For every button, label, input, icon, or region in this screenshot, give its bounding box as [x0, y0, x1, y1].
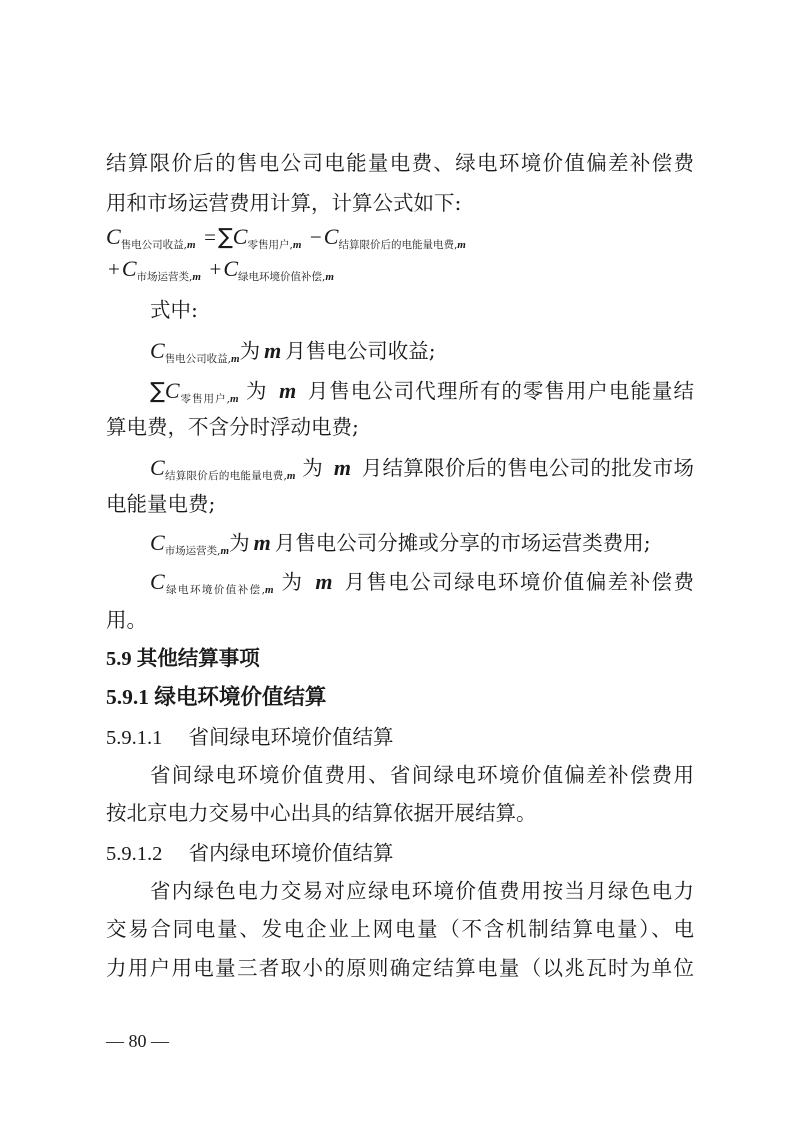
- formula-symbol: C: [150, 455, 165, 480]
- section-heading-5-9-1-1: [106, 724, 694, 751]
- section-heading-5-9-1-2: [106, 840, 694, 867]
- formula-subscript: 绿电环境价值补偿,: [238, 271, 326, 283]
- formula-month: m: [325, 271, 334, 283]
- formula-subscript: 市场运营类,: [136, 271, 193, 283]
- section-title: 省间绿电环境价值结算: [188, 725, 394, 749]
- formula-subscript: 结算限价后的电能量电费,: [164, 470, 287, 482]
- paragraph-line: 算电费，不含分时浮动电费;: [106, 415, 359, 439]
- paragraph-line: 用和市场运营费用计算，计算公式如下:: [106, 191, 462, 215]
- paragraph-line: 省间绿电环境价值费用、省间绿电环境价值偏差补偿费用: [150, 763, 694, 787]
- definition-verb: 为: [246, 379, 268, 403]
- definition-text: 月售电公司分摊或分享的市场运营类费用;: [274, 531, 651, 555]
- section-heading-5-9: [106, 646, 694, 672]
- month-symbol: m: [315, 569, 333, 594]
- definition-verb: 为: [229, 531, 250, 555]
- formula-month: m: [187, 239, 196, 251]
- formula-subscript: 结算限价后的电能量电费,: [338, 239, 458, 251]
- formula-subscript: 零售用户,: [179, 393, 230, 405]
- formula-symbol: C: [121, 256, 137, 281]
- section-number: 5.9.1.2: [106, 843, 163, 865]
- definitions-intro: 式中:: [150, 298, 198, 322]
- paragraph-line: 交易合同电量、发电企业上网电量（不含机制结算电量）、电: [106, 917, 694, 941]
- formula-month: m: [457, 239, 466, 251]
- formula-symbol: C: [164, 378, 180, 403]
- formula-operator: =: [204, 225, 216, 249]
- section-heading-5-9-1: [106, 684, 694, 710]
- formula-month: m: [292, 239, 302, 251]
- formula-subscript: 售电公司收益,: [120, 239, 188, 251]
- sum-symbol: ∑: [217, 225, 233, 250]
- definition-verb: 为: [239, 339, 261, 363]
- section-title: 绿电环境价值结算: [154, 685, 327, 709]
- paragraph-line: 按北京电力交易中心出具的结算依据开展结算。: [106, 801, 537, 825]
- definition-text: 月售电公司收益;: [285, 339, 436, 363]
- section-title: 其他结算事项: [136, 648, 260, 670]
- definition-retail: [150, 378, 694, 408]
- formula-line-1: [106, 224, 694, 254]
- paragraph-line: 电能量电费;: [106, 492, 216, 516]
- section-title: 省内绿电环境价值结算: [188, 841, 394, 865]
- month-symbol: m: [333, 455, 351, 480]
- section-number: 5.9: [106, 648, 132, 670]
- formula-operator: −: [309, 225, 322, 249]
- definition-wholesale: [150, 455, 694, 485]
- formula-subscript: 零售用户,: [247, 239, 293, 251]
- formula-month: m: [286, 470, 296, 482]
- formula-month: m: [192, 271, 201, 283]
- definition-revenue: [150, 338, 694, 368]
- section-number: 5.9.1: [106, 685, 149, 709]
- formula-symbol: C: [232, 224, 248, 249]
- definition-text: 月售电公司代理所有的零售用户电能量结: [307, 379, 694, 403]
- definition-text: 月结算限价后的售电公司的批发市场: [361, 456, 694, 480]
- formula-operator: +: [108, 257, 120, 281]
- sum-symbol: ∑: [150, 379, 165, 404]
- paragraph-line: 力用户用电量三者取小的原则确定结算电量（以兆瓦时为单位: [106, 956, 694, 980]
- definition-market: [150, 530, 694, 560]
- formula-month: m: [264, 584, 274, 596]
- paragraph-line: 省内绿色电力交易对应绿电环境价值费用按当月绿色电力: [150, 879, 694, 903]
- definition-text: 月售电公司绿电环境价值偏差补偿费: [344, 570, 694, 594]
- formula-subscript: 售电公司收益,: [164, 353, 232, 365]
- page-number: — 80 —: [106, 1031, 169, 1051]
- formula-month: m: [229, 393, 239, 405]
- month-symbol: m: [279, 378, 297, 403]
- formula-month: m: [220, 545, 230, 557]
- month-symbol: m: [253, 530, 271, 555]
- definition-green: [150, 569, 694, 599]
- formula-subscript: 市场运营类,: [164, 545, 221, 557]
- formula-subscript: 绿电环境价值补偿,: [164, 584, 265, 596]
- formula-month: m: [231, 353, 240, 365]
- paragraph-line: 用。: [106, 608, 147, 632]
- formula-operator: +: [209, 257, 222, 281]
- formula-symbol: C: [223, 256, 238, 281]
- formula-line-2: [106, 256, 694, 286]
- formula-symbol: C: [106, 224, 121, 249]
- formula-symbol: C: [150, 530, 165, 555]
- month-symbol: m: [264, 338, 282, 363]
- formula-symbol: C: [323, 224, 339, 249]
- definition-verb: 为: [302, 456, 324, 480]
- paragraph-line: 结算限价后的售电公司电能量电费、绿电环境价值偏差补偿费: [106, 151, 694, 175]
- formula-symbol: C: [150, 569, 165, 594]
- formula-symbol: C: [150, 338, 165, 363]
- section-number: 5.9.1.1: [106, 727, 163, 749]
- definition-verb: 为: [281, 570, 304, 594]
